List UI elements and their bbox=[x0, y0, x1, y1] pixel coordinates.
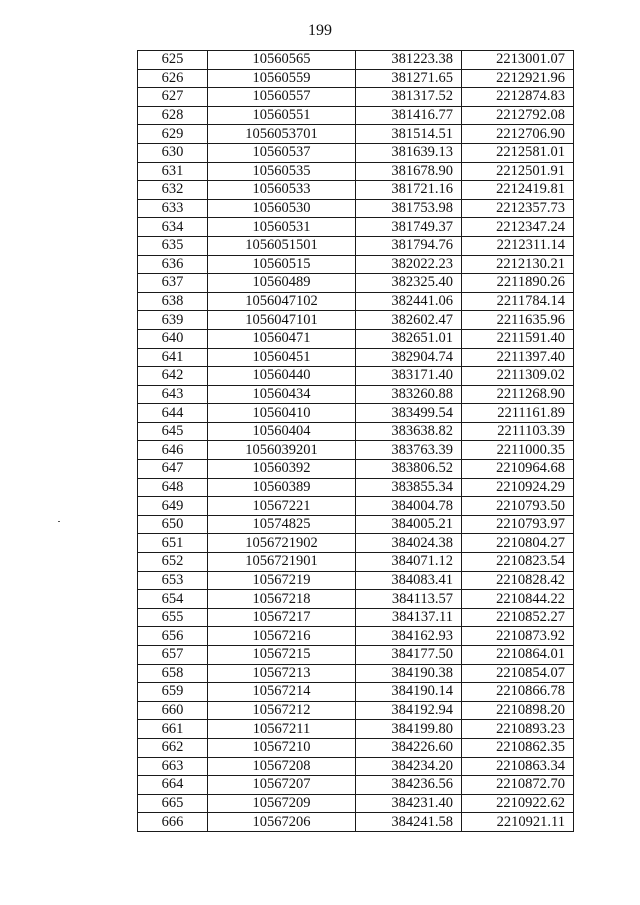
x-coordinate-cell: 383171.40 bbox=[356, 367, 462, 386]
table-row bbox=[138, 813, 574, 832]
point-code-cell: 10560392 bbox=[208, 460, 356, 479]
point-code-cell: 1056721901 bbox=[208, 553, 356, 572]
x-coordinate-cell: 381678.90 bbox=[356, 162, 462, 181]
point-index-cell: 666 bbox=[138, 813, 208, 832]
point-index-cell: 645 bbox=[138, 422, 208, 441]
y-coordinate-cell: 2211397.40 bbox=[462, 348, 574, 367]
x-coordinate-cell: 384199.80 bbox=[356, 720, 462, 739]
y-coordinate-cell: 2210863.34 bbox=[462, 757, 574, 776]
table-row bbox=[138, 608, 574, 627]
point-code-cell: 10560533 bbox=[208, 181, 356, 200]
y-coordinate-cell: 2212130.21 bbox=[462, 255, 574, 274]
point-index-cell: 656 bbox=[138, 627, 208, 646]
x-coordinate-cell: 381514.51 bbox=[356, 125, 462, 144]
table-row bbox=[138, 590, 574, 609]
x-coordinate-cell: 383638.82 bbox=[356, 422, 462, 441]
y-coordinate-cell: 2212347.24 bbox=[462, 218, 574, 237]
x-coordinate-cell: 381639.13 bbox=[356, 143, 462, 162]
x-coordinate-cell: 381416.77 bbox=[356, 106, 462, 125]
x-coordinate-cell: 384005.21 bbox=[356, 515, 462, 534]
y-coordinate-cell: 2212706.90 bbox=[462, 125, 574, 144]
point-code-cell: 10560551 bbox=[208, 106, 356, 125]
point-index-cell: 637 bbox=[138, 274, 208, 293]
point-index-cell: 665 bbox=[138, 794, 208, 813]
table-row bbox=[138, 181, 574, 200]
table-row bbox=[138, 683, 574, 702]
point-code-cell: 10567217 bbox=[208, 608, 356, 627]
point-code-cell: 10567218 bbox=[208, 590, 356, 609]
point-code-cell: 10560410 bbox=[208, 404, 356, 423]
x-coordinate-cell: 384071.12 bbox=[356, 553, 462, 572]
point-index-cell: 632 bbox=[138, 181, 208, 200]
point-index-cell: 630 bbox=[138, 143, 208, 162]
table-row bbox=[138, 255, 574, 274]
y-coordinate-cell: 2210866.78 bbox=[462, 683, 574, 702]
x-coordinate-cell: 382651.01 bbox=[356, 329, 462, 348]
y-coordinate-cell: 2212581.01 bbox=[462, 143, 574, 162]
x-coordinate-cell: 383499.54 bbox=[356, 404, 462, 423]
point-index-cell: 628 bbox=[138, 106, 208, 125]
y-coordinate-cell: 2212874.83 bbox=[462, 88, 574, 107]
x-coordinate-cell: 384226.60 bbox=[356, 738, 462, 757]
table-row bbox=[138, 720, 574, 739]
table-row bbox=[138, 329, 574, 348]
x-coordinate-cell: 381721.16 bbox=[356, 181, 462, 200]
point-code-cell: 10567209 bbox=[208, 794, 356, 813]
y-coordinate-cell: 2210793.50 bbox=[462, 497, 574, 516]
table-row bbox=[138, 218, 574, 237]
table-row bbox=[138, 776, 574, 795]
table-row bbox=[138, 553, 574, 572]
y-coordinate-cell: 2211161.89 bbox=[462, 404, 574, 423]
point-index-cell: 631 bbox=[138, 162, 208, 181]
table-row bbox=[138, 478, 574, 497]
point-index-cell: 638 bbox=[138, 292, 208, 311]
point-index-cell: 663 bbox=[138, 757, 208, 776]
table-row bbox=[138, 404, 574, 423]
table-row bbox=[138, 534, 574, 553]
point-code-cell: 10567208 bbox=[208, 757, 356, 776]
point-index-cell: 640 bbox=[138, 329, 208, 348]
point-code-cell: 10567216 bbox=[208, 627, 356, 646]
y-coordinate-cell: 2210823.54 bbox=[462, 553, 574, 572]
table-row bbox=[138, 385, 574, 404]
point-index-cell: 650 bbox=[138, 515, 208, 534]
y-coordinate-cell: 2212357.73 bbox=[462, 199, 574, 218]
table-row bbox=[138, 794, 574, 813]
table-row bbox=[138, 497, 574, 516]
point-index-cell: 648 bbox=[138, 478, 208, 497]
point-code-cell: 10560557 bbox=[208, 88, 356, 107]
coordinates-table-body bbox=[138, 51, 574, 832]
x-coordinate-cell: 384190.14 bbox=[356, 683, 462, 702]
y-coordinate-cell: 2211591.40 bbox=[462, 329, 574, 348]
x-coordinate-cell: 384024.38 bbox=[356, 534, 462, 553]
point-code-cell: 10560535 bbox=[208, 162, 356, 181]
x-coordinate-cell: 382325.40 bbox=[356, 274, 462, 293]
point-index-cell: 627 bbox=[138, 88, 208, 107]
point-code-cell: 10560440 bbox=[208, 367, 356, 386]
point-code-cell: 10560565 bbox=[208, 51, 356, 70]
point-index-cell: 636 bbox=[138, 255, 208, 274]
y-coordinate-cell: 2210864.01 bbox=[462, 646, 574, 665]
x-coordinate-cell: 384234.20 bbox=[356, 757, 462, 776]
y-coordinate-cell: 2211784.14 bbox=[462, 292, 574, 311]
x-coordinate-cell: 383855.34 bbox=[356, 478, 462, 497]
page-number: 199 bbox=[308, 22, 332, 39]
y-coordinate-cell: 2210921.11 bbox=[462, 813, 574, 832]
point-code-cell: 1056039201 bbox=[208, 441, 356, 460]
coordinates-table bbox=[137, 50, 574, 832]
x-coordinate-cell: 382602.47 bbox=[356, 311, 462, 330]
point-index-cell: 659 bbox=[138, 683, 208, 702]
point-index-cell: 642 bbox=[138, 367, 208, 386]
table-row bbox=[138, 367, 574, 386]
point-code-cell: 10574825 bbox=[208, 515, 356, 534]
x-coordinate-cell: 384004.78 bbox=[356, 497, 462, 516]
point-code-cell: 10560489 bbox=[208, 274, 356, 293]
table-row bbox=[138, 441, 574, 460]
point-code-cell: 10560389 bbox=[208, 478, 356, 497]
y-coordinate-cell: 2210873.92 bbox=[462, 627, 574, 646]
y-coordinate-cell: 2210893.23 bbox=[462, 720, 574, 739]
point-code-cell: 10560559 bbox=[208, 69, 356, 88]
y-coordinate-cell: 2211309.02 bbox=[462, 367, 574, 386]
point-code-cell: 10567207 bbox=[208, 776, 356, 795]
point-index-cell: 629 bbox=[138, 125, 208, 144]
point-index-cell: 662 bbox=[138, 738, 208, 757]
table-row bbox=[138, 646, 574, 665]
x-coordinate-cell: 381753.98 bbox=[356, 199, 462, 218]
y-coordinate-cell: 2210964.68 bbox=[462, 460, 574, 479]
table-row bbox=[138, 515, 574, 534]
table-row bbox=[138, 627, 574, 646]
point-code-cell: 10567215 bbox=[208, 646, 356, 665]
y-coordinate-cell: 2210804.27 bbox=[462, 534, 574, 553]
point-code-cell: 10560434 bbox=[208, 385, 356, 404]
y-coordinate-cell: 2210852.27 bbox=[462, 608, 574, 627]
table-row bbox=[138, 348, 574, 367]
point-code-cell: 10567221 bbox=[208, 497, 356, 516]
point-code-cell: 10560530 bbox=[208, 199, 356, 218]
point-index-cell: 654 bbox=[138, 590, 208, 609]
point-index-cell: 626 bbox=[138, 69, 208, 88]
point-index-cell: 649 bbox=[138, 497, 208, 516]
table-row bbox=[138, 757, 574, 776]
table-row bbox=[138, 143, 574, 162]
y-coordinate-cell: 2212501.91 bbox=[462, 162, 574, 181]
point-code-cell: 10567206 bbox=[208, 813, 356, 832]
y-coordinate-cell: 2210924.29 bbox=[462, 478, 574, 497]
x-coordinate-cell: 383260.88 bbox=[356, 385, 462, 404]
point-code-cell: 1056051501 bbox=[208, 236, 356, 255]
table-row bbox=[138, 69, 574, 88]
table-row bbox=[138, 125, 574, 144]
y-coordinate-cell: 2210828.42 bbox=[462, 571, 574, 590]
point-index-cell: 664 bbox=[138, 776, 208, 795]
y-coordinate-cell: 2212921.96 bbox=[462, 69, 574, 88]
point-index-cell: 635 bbox=[138, 236, 208, 255]
y-coordinate-cell: 2210898.20 bbox=[462, 701, 574, 720]
y-coordinate-cell: 2211103.39 bbox=[462, 422, 574, 441]
x-coordinate-cell: 384241.58 bbox=[356, 813, 462, 832]
point-index-cell: 655 bbox=[138, 608, 208, 627]
x-coordinate-cell: 384236.56 bbox=[356, 776, 462, 795]
y-coordinate-cell: 2212419.81 bbox=[462, 181, 574, 200]
x-coordinate-cell: 382904.74 bbox=[356, 348, 462, 367]
point-code-cell: 1056047101 bbox=[208, 311, 356, 330]
y-coordinate-cell: 2211000.35 bbox=[462, 441, 574, 460]
x-coordinate-cell: 381271.65 bbox=[356, 69, 462, 88]
point-index-cell: 625 bbox=[138, 51, 208, 70]
point-code-cell: 10560404 bbox=[208, 422, 356, 441]
point-code-cell: 10567211 bbox=[208, 720, 356, 739]
table-row bbox=[138, 460, 574, 479]
point-code-cell: 10567212 bbox=[208, 701, 356, 720]
point-index-cell: 634 bbox=[138, 218, 208, 237]
table-row bbox=[138, 422, 574, 441]
point-index-cell: 644 bbox=[138, 404, 208, 423]
y-coordinate-cell: 2211268.90 bbox=[462, 385, 574, 404]
point-code-cell: 10560451 bbox=[208, 348, 356, 367]
y-coordinate-cell: 2212311.14 bbox=[462, 236, 574, 255]
x-coordinate-cell: 384137.11 bbox=[356, 608, 462, 627]
scan-dot bbox=[58, 521, 60, 522]
table-row bbox=[138, 162, 574, 181]
point-index-cell: 646 bbox=[138, 441, 208, 460]
point-index-cell: 661 bbox=[138, 720, 208, 739]
y-coordinate-cell: 2210922.62 bbox=[462, 794, 574, 813]
table-row bbox=[138, 292, 574, 311]
x-coordinate-cell: 383806.52 bbox=[356, 460, 462, 479]
table-row bbox=[138, 571, 574, 590]
table-row bbox=[138, 88, 574, 107]
table-row bbox=[138, 51, 574, 70]
x-coordinate-cell: 384190.38 bbox=[356, 664, 462, 683]
point-index-cell: 647 bbox=[138, 460, 208, 479]
x-coordinate-cell: 384083.41 bbox=[356, 571, 462, 590]
y-coordinate-cell: 2210862.35 bbox=[462, 738, 574, 757]
point-index-cell: 651 bbox=[138, 534, 208, 553]
table-row bbox=[138, 738, 574, 757]
point-code-cell: 10560531 bbox=[208, 218, 356, 237]
point-index-cell: 653 bbox=[138, 571, 208, 590]
y-coordinate-cell: 2211635.96 bbox=[462, 311, 574, 330]
x-coordinate-cell: 384192.94 bbox=[356, 701, 462, 720]
point-code-cell: 1056047102 bbox=[208, 292, 356, 311]
point-index-cell: 639 bbox=[138, 311, 208, 330]
point-code-cell: 1056053701 bbox=[208, 125, 356, 144]
table-row bbox=[138, 274, 574, 293]
x-coordinate-cell: 382022.23 bbox=[356, 255, 462, 274]
x-coordinate-cell: 384177.50 bbox=[356, 646, 462, 665]
point-code-cell: 10560471 bbox=[208, 329, 356, 348]
point-code-cell: 1056721902 bbox=[208, 534, 356, 553]
x-coordinate-cell: 382441.06 bbox=[356, 292, 462, 311]
point-code-cell: 10567213 bbox=[208, 664, 356, 683]
point-code-cell: 10567219 bbox=[208, 571, 356, 590]
point-code-cell: 10567210 bbox=[208, 738, 356, 757]
table-row bbox=[138, 311, 574, 330]
point-index-cell: 641 bbox=[138, 348, 208, 367]
x-coordinate-cell: 384231.40 bbox=[356, 794, 462, 813]
table-row bbox=[138, 701, 574, 720]
point-index-cell: 658 bbox=[138, 664, 208, 683]
y-coordinate-cell: 2210844.22 bbox=[462, 590, 574, 609]
x-coordinate-cell: 384113.57 bbox=[356, 590, 462, 609]
table-row bbox=[138, 106, 574, 125]
x-coordinate-cell: 381794.76 bbox=[356, 236, 462, 255]
point-index-cell: 643 bbox=[138, 385, 208, 404]
x-coordinate-cell: 381317.52 bbox=[356, 88, 462, 107]
point-index-cell: 633 bbox=[138, 199, 208, 218]
y-coordinate-cell: 2211890.26 bbox=[462, 274, 574, 293]
y-coordinate-cell: 2210793.97 bbox=[462, 515, 574, 534]
x-coordinate-cell: 381749.37 bbox=[356, 218, 462, 237]
point-code-cell: 10560537 bbox=[208, 143, 356, 162]
point-code-cell: 10567214 bbox=[208, 683, 356, 702]
point-code-cell: 10560515 bbox=[208, 255, 356, 274]
x-coordinate-cell: 384162.93 bbox=[356, 627, 462, 646]
point-index-cell: 657 bbox=[138, 646, 208, 665]
point-index-cell: 652 bbox=[138, 553, 208, 572]
table-row bbox=[138, 236, 574, 255]
table-row bbox=[138, 664, 574, 683]
point-index-cell: 660 bbox=[138, 701, 208, 720]
x-coordinate-cell: 381223.38 bbox=[356, 51, 462, 70]
y-coordinate-cell: 2210854.07 bbox=[462, 664, 574, 683]
y-coordinate-cell: 2213001.07 bbox=[462, 51, 574, 70]
x-coordinate-cell: 383763.39 bbox=[356, 441, 462, 460]
y-coordinate-cell: 2212792.08 bbox=[462, 106, 574, 125]
table-row bbox=[138, 199, 574, 218]
y-coordinate-cell: 2210872.70 bbox=[462, 776, 574, 795]
